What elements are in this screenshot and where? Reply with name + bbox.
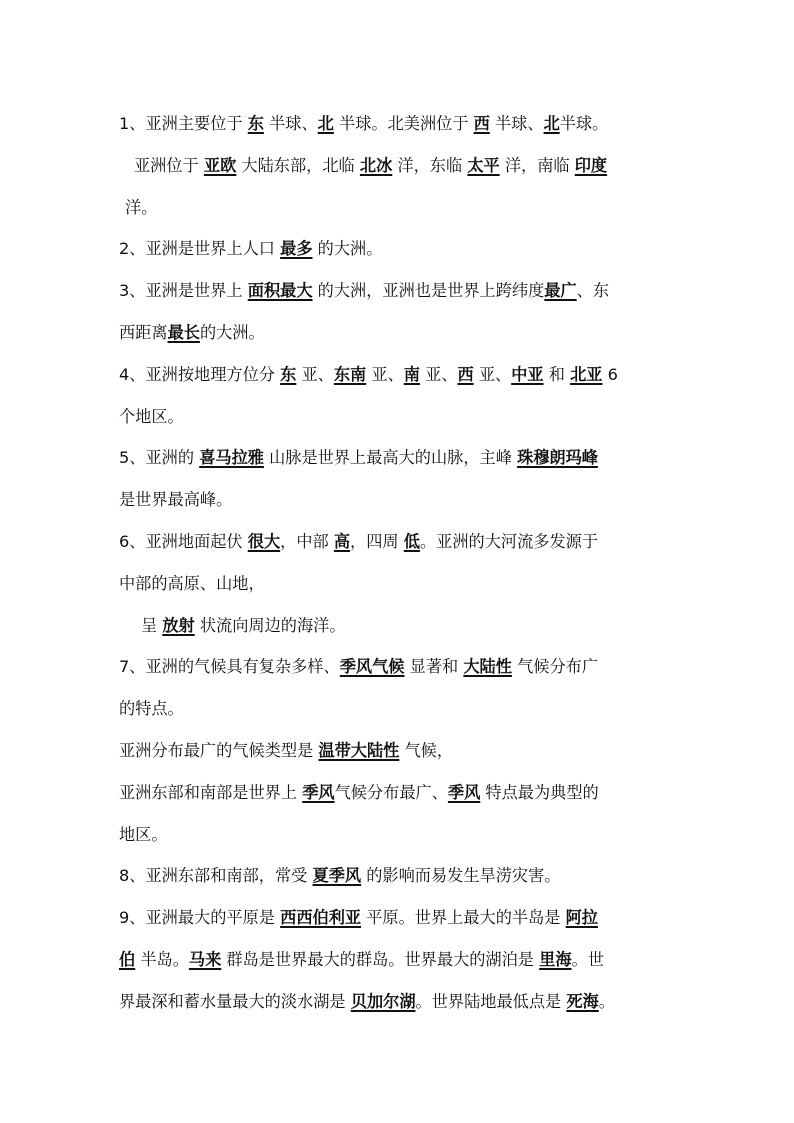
text-line [119, 437, 689, 479]
answer-text: 中亚 [511, 364, 544, 384]
answer-text: 西 [473, 114, 490, 133]
text-line [119, 145, 689, 187]
answer-text: 死海 [566, 991, 599, 1011]
body-text: 个地区。 [119, 406, 184, 426]
body-text: 平原。世界上最大的半岛是 [361, 908, 566, 928]
answer-text: 温带大陆性 [318, 740, 400, 760]
body-text: 状流向周边的海洋。 [194, 615, 346, 635]
body-text: 亚洲东部和南部是世界上 [119, 782, 303, 802]
body-text: 7、亚洲的气候具有复杂多样、 [119, 657, 340, 677]
body-text: 洋。 [125, 197, 158, 217]
body-text: 亚洲位于 [134, 155, 204, 175]
body-text: 和 [543, 364, 571, 384]
answer-text: 贝加尔湖 [350, 991, 416, 1011]
text-line [119, 396, 689, 438]
answer-text: 放射 [162, 615, 195, 635]
body-text: 3、亚洲是世界上 [119, 281, 248, 301]
body-text: 亚洲分布最广的气候类型是 [119, 740, 319, 760]
text-line [119, 688, 689, 730]
body-text: 。 [598, 991, 615, 1011]
answer-text: 北 [543, 114, 560, 133]
body-text: 。亚洲的大河流多发源于 [419, 531, 599, 551]
answer-text: 高 [333, 531, 351, 551]
answer-text: 最长 [167, 322, 200, 342]
body-text: 洋，东临 [392, 155, 468, 175]
answer-text: 夏季风 [312, 866, 362, 886]
text-line [119, 187, 689, 229]
body-text: 显著和 [404, 657, 464, 677]
text-line [119, 730, 689, 772]
answer-text: 西西伯利亚 [280, 908, 362, 928]
body-text: 的影响而易发生旱涝灾害。 [361, 866, 561, 886]
body-text: 界最深和蓄水量最大的淡水湖是 [119, 991, 351, 1011]
body-text: 特点最为典型的 [480, 782, 599, 802]
text-line [119, 605, 689, 647]
body-text: 半球、 [489, 114, 544, 133]
body-text: 亚、 [419, 364, 458, 384]
body-text: 地区。 [119, 824, 168, 844]
text-line [119, 103, 689, 145]
body-text: 亚、 [366, 364, 404, 384]
text-line [119, 772, 689, 814]
answer-text: 北亚 [570, 364, 603, 384]
answer-text: 印度 [574, 155, 608, 175]
body-text: 气候， [399, 740, 454, 760]
answer-text: 季风 [447, 782, 481, 802]
body-text: 呈 [141, 615, 163, 635]
answer-text: 南 [403, 364, 420, 384]
body-text: 、东 [576, 281, 610, 301]
answer-text: 太平 [467, 155, 500, 175]
answer-text: 面积最大 [247, 281, 313, 301]
text-line [119, 228, 689, 270]
body-text: 洋，南临 [499, 155, 575, 175]
text-line [119, 479, 689, 521]
body-text: 大陆东部，北临 [236, 155, 360, 175]
text-line [119, 897, 689, 939]
text-line [119, 855, 689, 897]
answer-text: 大陆性 [463, 657, 512, 677]
text-line [119, 563, 689, 605]
body-text: 的大洲。 [312, 239, 383, 259]
body-text: 8、亚洲东部和南部，常受 [119, 866, 313, 886]
answer-text: 里海 [539, 949, 572, 969]
text-line [119, 521, 689, 563]
answer-text: 北冰 [359, 155, 393, 175]
body-text: 中部的高原、山地， [119, 573, 265, 593]
text-line [119, 981, 689, 1023]
answer-text: 马来 [188, 949, 222, 969]
body-text: 5、亚洲的 [119, 448, 200, 468]
answer-text: 喜马拉雅 [199, 448, 264, 468]
body-text: 气候分布广 [511, 657, 599, 677]
answer-text: 很大 [247, 531, 281, 551]
body-text: 气候分布最广、 [334, 782, 448, 802]
body-text: ，四周 [350, 531, 404, 551]
answer-text: 亚欧 [203, 155, 237, 175]
answer-text: 东 [247, 114, 264, 133]
answer-text: 阿拉 [565, 908, 598, 928]
answer-text: 东南 [333, 364, 367, 384]
answer-text: 低 [403, 531, 420, 551]
body-text: 的大洲，亚洲也是世界上跨纬度 [312, 281, 545, 301]
body-text: ，中部 [280, 531, 334, 551]
body-text: 6、亚洲地面起伏 [119, 531, 248, 551]
body-text: 的大洲。 [199, 322, 265, 342]
text-line [119, 646, 689, 688]
answer-text: 季风 [302, 782, 335, 802]
body-text: 亚、 [296, 364, 334, 384]
body-text: 1、亚洲主要位于 [119, 114, 248, 133]
answer-text: 伯 [119, 949, 136, 969]
text-line [119, 354, 689, 396]
body-text: 半岛。 [135, 949, 189, 969]
answer-text: 最多 [280, 239, 313, 259]
text-line [119, 814, 689, 856]
answer-text: 东 [280, 364, 297, 384]
text-line [119, 270, 689, 312]
answer-text: 珠穆朗玛峰 [517, 448, 598, 468]
body-text: 半球、 [263, 114, 318, 133]
body-text: 半球。 [559, 114, 609, 133]
body-text: 。世界陆地最低点是 [415, 991, 567, 1011]
body-text: 半球。北美洲位于 [333, 114, 474, 133]
answer-text: 季风气候 [339, 657, 405, 677]
body-text: 。世 [571, 949, 604, 969]
body-text: 群岛是世界最大的群岛。世界最大的湖泊是 [221, 949, 540, 969]
document-body [119, 103, 689, 1023]
text-line [119, 312, 689, 354]
body-text: 4、亚洲按地理方位分 [119, 364, 281, 384]
body-text: 山脉是世界上最高大的山脉，主峰 [263, 448, 518, 468]
answer-text: 最广 [544, 281, 577, 301]
text-line [119, 939, 689, 981]
body-text: 西距离 [119, 322, 168, 342]
body-text: 6 [602, 364, 618, 384]
answer-text: 北 [317, 114, 334, 133]
body-text: 2、亚洲是世界上人口 [119, 239, 281, 259]
answer-text: 西 [457, 364, 474, 384]
body-text: 亚、 [473, 364, 512, 384]
body-text: 是世界最高峰。 [119, 490, 233, 510]
body-text: 9、亚洲最大的平原是 [119, 908, 281, 928]
body-text: 的特点。 [119, 699, 184, 719]
